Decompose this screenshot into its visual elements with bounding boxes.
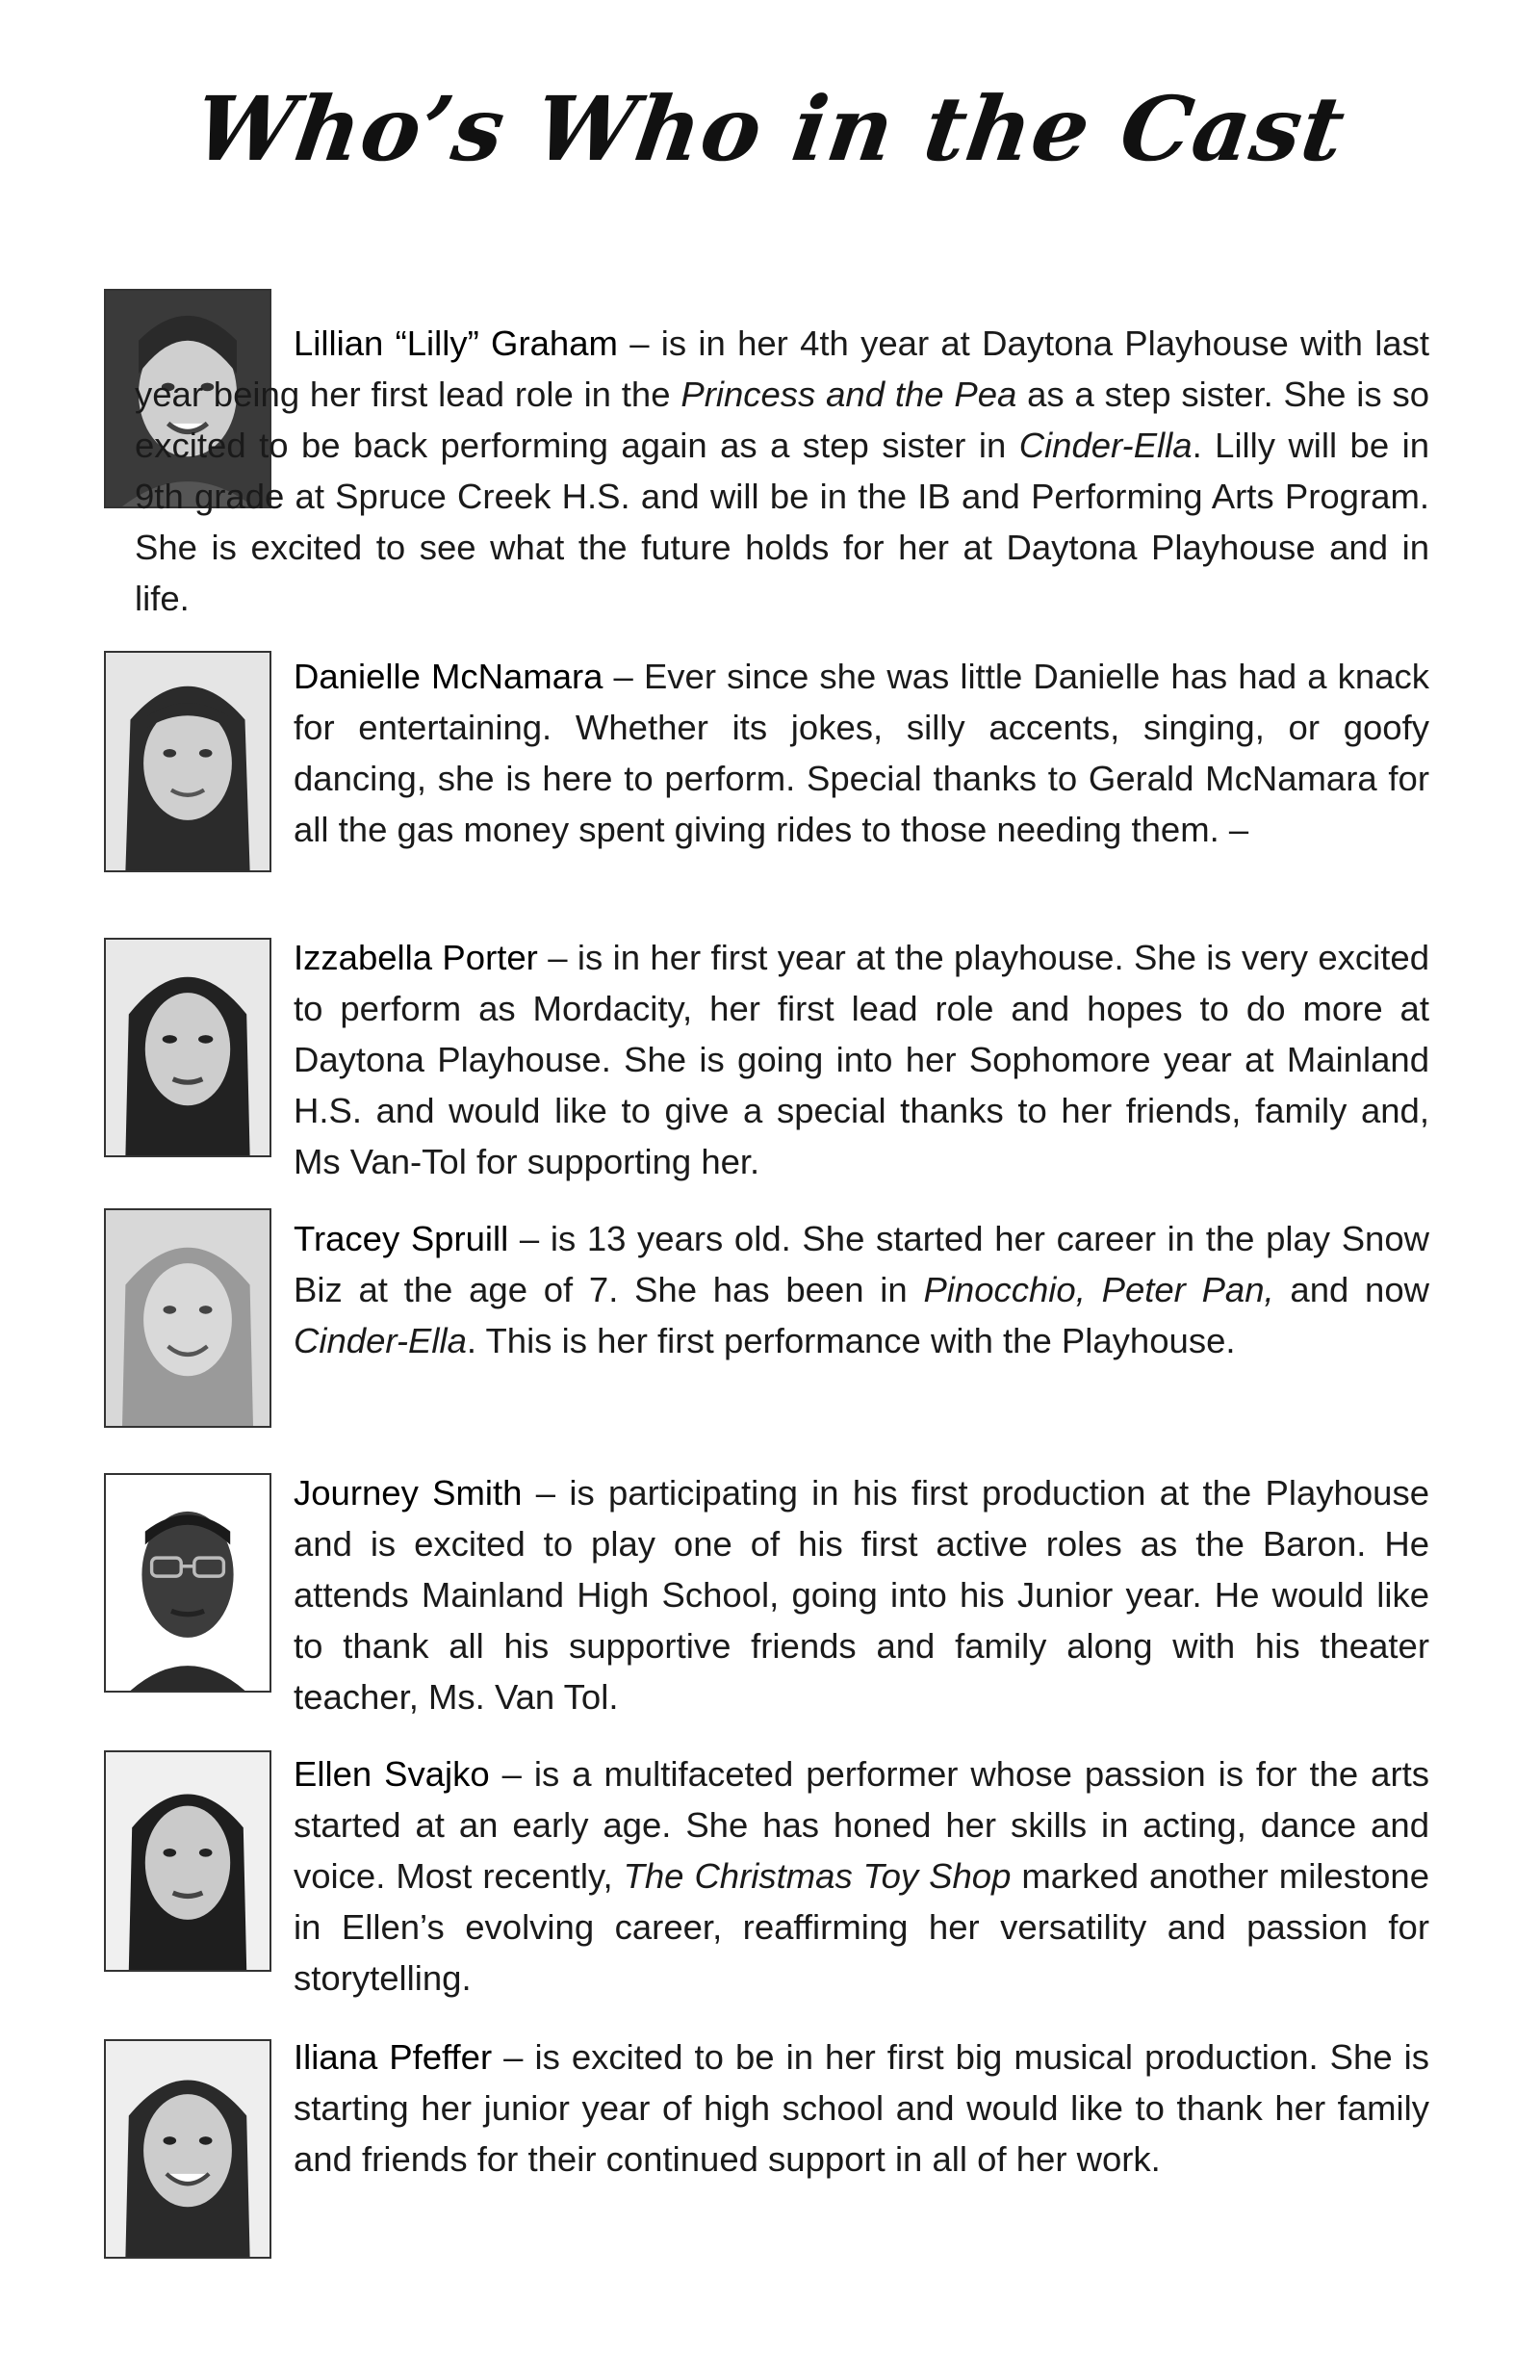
cast-name: Izzabella Porter [294,938,538,977]
show-title: Cinder-Ella [294,1321,467,1360]
cast-name: Ellen Svajko [294,1754,490,1794]
cast-name: Journey Smith [294,1473,523,1513]
cast-name: Iliana Pfeffer [294,2037,493,2077]
headshot-photo [104,1208,271,1428]
headshot-photo [104,938,271,1157]
show-title: Pinocchio, Peter Pan, [923,1270,1274,1309]
cast-name: Lillian “Lilly” Graham [294,323,618,363]
cast-bio: Tracey Spruill – is 13 years old. She started her career in the play Snow Biz at the age of 7. She has been in Pinocchio, Peter Pan, and now Cinder-Ella. This is her first performance with the Playhouse. [294,1219,1430,1360]
cast-bio: Journey Smith – is participating in his first production at the Playhouse and is excited to play one of his first active roles as the Baron. He attends Mainland High School, going into his Junior year. He would like to thank all his supportive friends and family along with his theater teacher, Ms. Van Tol. [294,1473,1429,1717]
cast-bio: Ellen Svajko – is a multifaceted performer whose passion is for the arts started at an early age. She has honed her skills in acting, dance and voice. Most recently, The Christmas Toy Shop marked another milestone in Ellen’s evolving career, reaffirming her versatility and passion for storytelling. [294,1754,1430,1998]
cast-bio: Izzabella Porter – is in her first year at the playhouse. She is very excited to perform as Mordacity, her first lead role and hopes to do more at Daytona Playhouse. She is going into her Sophomore year at Mainland H.S. and would like to give a special thanks to her friends, family and, Ms Van-Tol for supporting her. [294,938,1430,1181]
headshot-photo [104,2039,271,2259]
cast-name: Tracey Spruill [294,1219,509,1258]
cast-bio: Danielle McNamara – Ever since she was little Danielle has had a knack for entertaining. Whether its jokes, silly accents, singing, or goofy dancing, she is here to perform. Special thanks to Gerald McNamara for all the gas money spent giving rides to those needing them. – [294,657,1429,849]
cast-name: Danielle McNamara [294,657,603,696]
cast-bio: Lillian “Lilly” Graham – is in her 4th year at Daytona Playhouse with last year being her first lead role in the Princess and the Pea as a step sister. She is so excited to be back performing again as a step sister in Cinder-Ella. Lilly will be in 9th grade at Spruce Creek H.S. and will be in the IB and Performing Arts Program. She is excited to see what the future holds for her at Daytona Playhouse and in life. [135,323,1430,618]
cast-bio: Iliana Pfeffer – is excited to be in her first big musical production. She is starting her junior year of high school and would like to thank her family and friends for their continued support in all of her work. [294,2037,1429,2179]
headshot-photo [104,651,271,872]
headshot-photo [104,1750,271,1972]
show-title: Princess and the Pea [680,375,1017,414]
page-title: Who’s Who in the Cast [188,77,1352,181]
show-title: Cinder-Ella [1018,426,1193,465]
headshot-photo [104,1473,271,1693]
show-title: The Christmas Toy Shop [623,1856,1012,1896]
